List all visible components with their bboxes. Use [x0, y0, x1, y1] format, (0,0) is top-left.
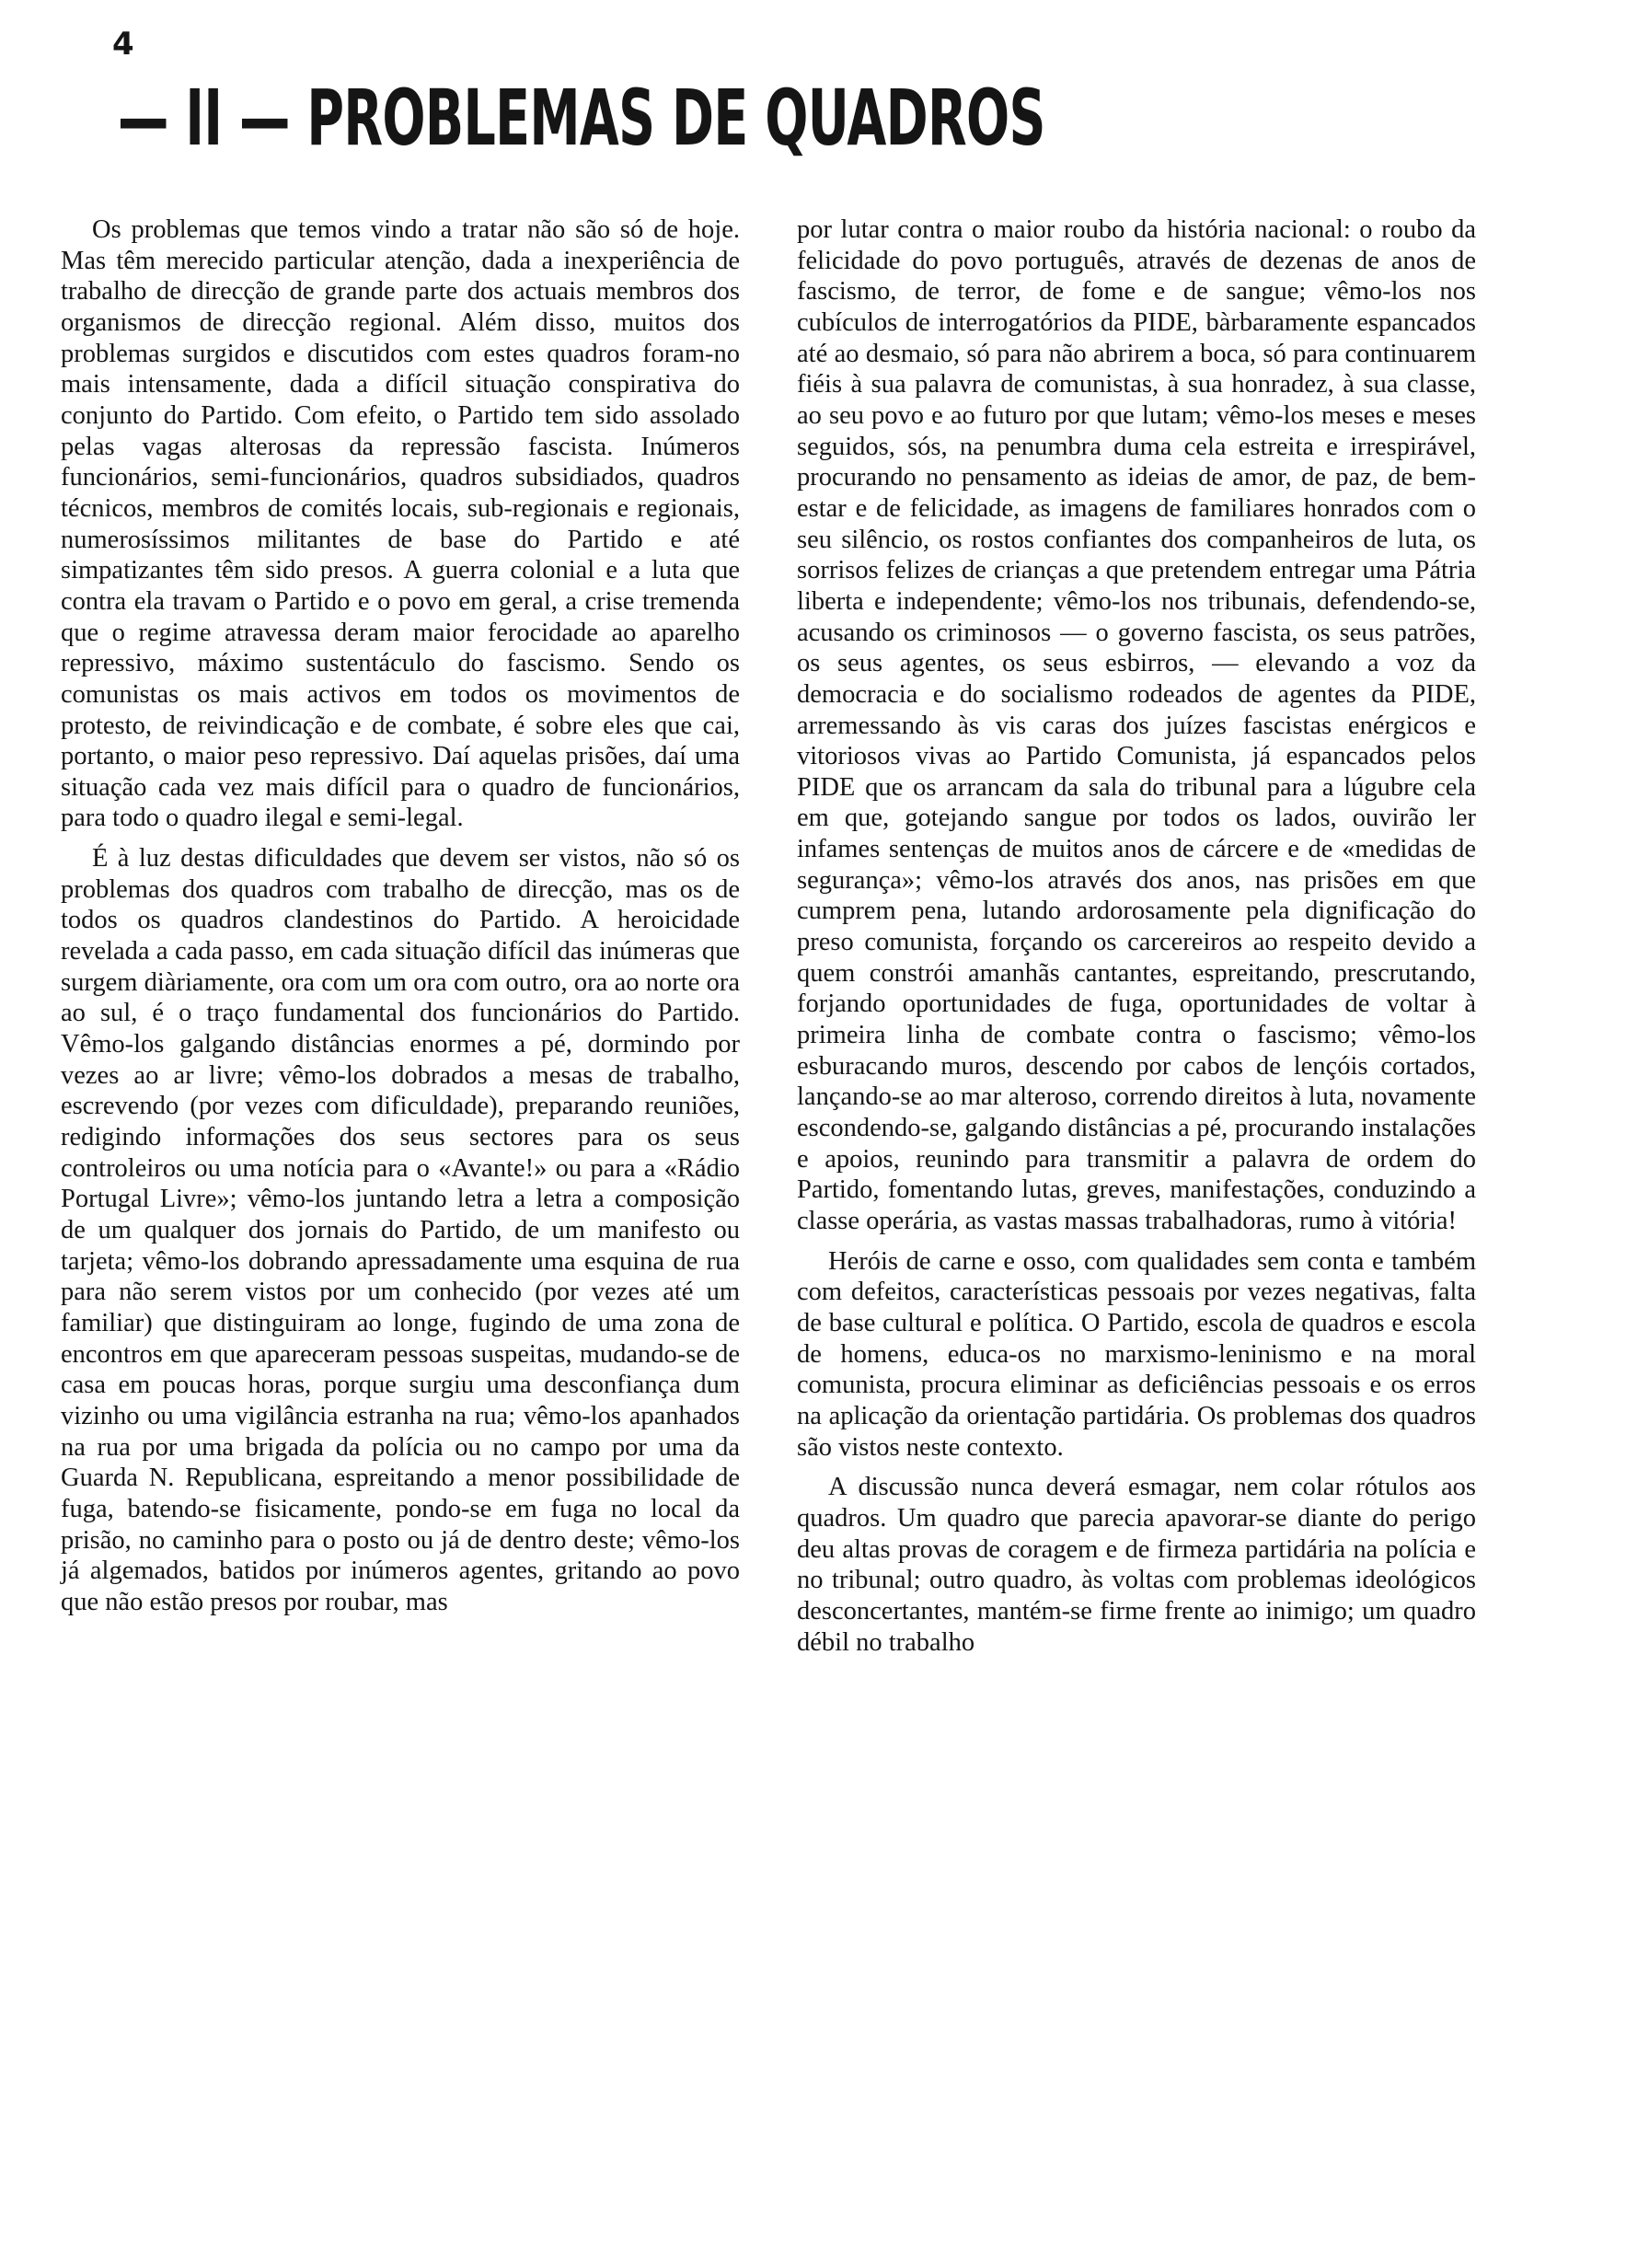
page-number: 4	[112, 26, 134, 63]
paragraph-1: Os problemas que temos vindo a tratar não são só de hoje. Mas têm merecido particular atenção, dada a inexperiência de trabalho de direcção de grande parte dos actuais membros dos organismos de direcção regional. Além disso, muitos dos problemas surgidos e discutidos com estes quadros foram-no mais intensamente, dada a difícil situação conspirativa do conjunto do Partido. Com efeito, o Partido tem sido assolado pelas vagas alterosas da repressão fascista. Inúmeros funcionários, semi-funcionários, quadros subsidiados, quadros técnicos, membros de comités locais, sub-regionais e regionais, numerosíssimos militantes de base do Partido e até simpatizantes têm sido presos. A guerra colonial e a luta que contra ela travam o Partido e o povo em geral, a crise tremenda que o regime atravessa deram maior ferocidade ao aparelho repressivo, máximo sustentáculo do fascismo. Sendo os comunistas os mais activos em todos os movimentos de protesto, de reivindicação e de combate, é sobre eles que cai, portanto, o maior peso repressivo. Daí aquelas prisões, daí uma situação cada vez mais difícil para o quadro de funcionários, para todo o quadro ilegal e semi-legal.	[61, 215, 740, 833]
right-text-column	[797, 214, 1476, 1658]
paragraph-3: Heróis de carne e osso, com qualidades sem conta e também com defeitos, características pessoais por vezes negativas, falta de base cultural e política. O Partido, escola de quadros e escola de homens, educa-os no marxismo-leninismo e na moral comunista, procura eliminar as deficiências pessoais e os erros na aplicação da orientação partidária. Os problemas dos quadros são vistos neste contexto.	[797, 1246, 1476, 1462]
paragraph-2: É à luz destas dificuldades que devem ser vistos, não só os problemas dos quadros com trabalho de direcção, mas os de todos os quadros clandestinos do Partido. A heroicidade revelada a cada passo, em cada situação difícil das inúmeras que surgem diàriamente, ora com um ora com outro, ora ao norte ora ao sul, é o traço fundamental dos funcionários do Partido. Vêmo-los galgando distâncias enormes a pé, dormindo por vezes ao ar livre; vêmo-los dobrados a mesas de trabalho, escrevendo (por vezes com dificuldade), preparando reuniões, redigindo informações dos seus sectores para os seus controleiros ou uma notícia para o «Avante!» ou para a «Rádio Portugal Livre»; vêmo-los juntando letra a letra a composição de um qualquer dos jornais do Partido, de um manifesto ou tarjeta; vêmo-los dobrando apressadamente uma esquina de rua para não serem vistos por um conhecido (por vezes até um familiar) que distinguiram ao longe, fugindo de uma zona de encontros em que apareceram pessoas suspeitas, mudando-se de casa em poucas horas, porque surgiu uma desconfiança dum vizinho ou uma vigilância estranha na rua; vêmo-los apanhados na rua por uma brigada da polícia ou no campo por uma da Guarda N. Republicana, espreitando a menor possibilidade de fuga, batendo-se fisicamente, pondo-se em fuga no local da prisão, no caminho para o posto ou já de dentro deste; vêmo-los já algemados, batidos por inúmeros agentes, gritando ao povo que não estão presos por roubar, mas	[61, 844, 740, 1616]
paragraph-4: A discussão nunca deverá esmagar, nem colar rótulos aos quadros. Um quadro que parecia apavorar-se diante do perigo deu altas provas de coragem e de firmeza partidária na polícia e no tribunal; outro quadro, às voltas com problemas ideológicos desconcertantes, mantém-se firme frente ao inimigo; um quadro débil no trabalho	[797, 1473, 1476, 1657]
section-title: — II — PROBLEMAS DE QUADROS	[118, 73, 1045, 163]
paragraph-2-continued: por lutar contra o maior roubo da história nacional: o roubo da felicidade do povo português, através de dezenas de anos de fascismo, de terror, de fome e de sangue; vêmo-los nos cubículos de interrogatórios da PIDE, bàrbaramente espancados até ao desmaio, só para não abrirem a boca, só para continuarem fiéis à sua palavra de comunistas, à sua honradez, à sua classe, ao seu povo e ao futuro por que lutam; vêmo-los meses e meses seguidos, sós, na penumbra duma cela estreita e irrespirável, procurando no pensamento as ideias de amor, de paz, de bem-estar e de felicidade, as imagens de familiares honrados com o seu silêncio, os rostos confiantes dos companheiros de luta, os sorrisos felizes de crianças a que pretendem entregar uma Pátria liberta e independente; vêmo-los nos tribunais, defendendo-se, acusando os criminosos — o governo fascista, os seus patrões, os seus agentes, os seus esbirros, — elevando a voz da democracia e do socialismo rodeados de agentes da PIDE, arremessando às vis caras dos juízes fascistas enérgicos e vitoriosos vivas ao Partido Comunista, já espancados pelos PIDE que os arrancam da sala do tribunal para a lúgubre cela em que, gotejando sangue por todos os lados, ouvirão ler infames sentenças de muitos anos de cárcere e de «medidas de segurança»; vêmo-los através dos anos, nas prisões em que cumprem pena, lutando ardorosamente pela dignificação do preso comunista, forçando os carcereiros ao respeito devido a quem constrói amanhãs cantantes, espreitando, prescrutando, forjando oportunidades de fuga, oportunidades de voltar à primeira linha de combate contra o fascismo; vêmo-los esburacando muros, descendo por cabos de lençóis cortados, lançando-se ao mar alteroso, correndo direitos à luta, novamente escondendo-se, galgando distâncias a pé, procurando instalações e apoios, reunindo para transmitir a palavra de ordem do Partido, fomentando lutas, greves, manifestações, conduzindo a classe operária, as vastas massas trabalhadoras, rumo à vitória!	[797, 215, 1476, 1235]
left-text-column	[61, 214, 740, 1618]
